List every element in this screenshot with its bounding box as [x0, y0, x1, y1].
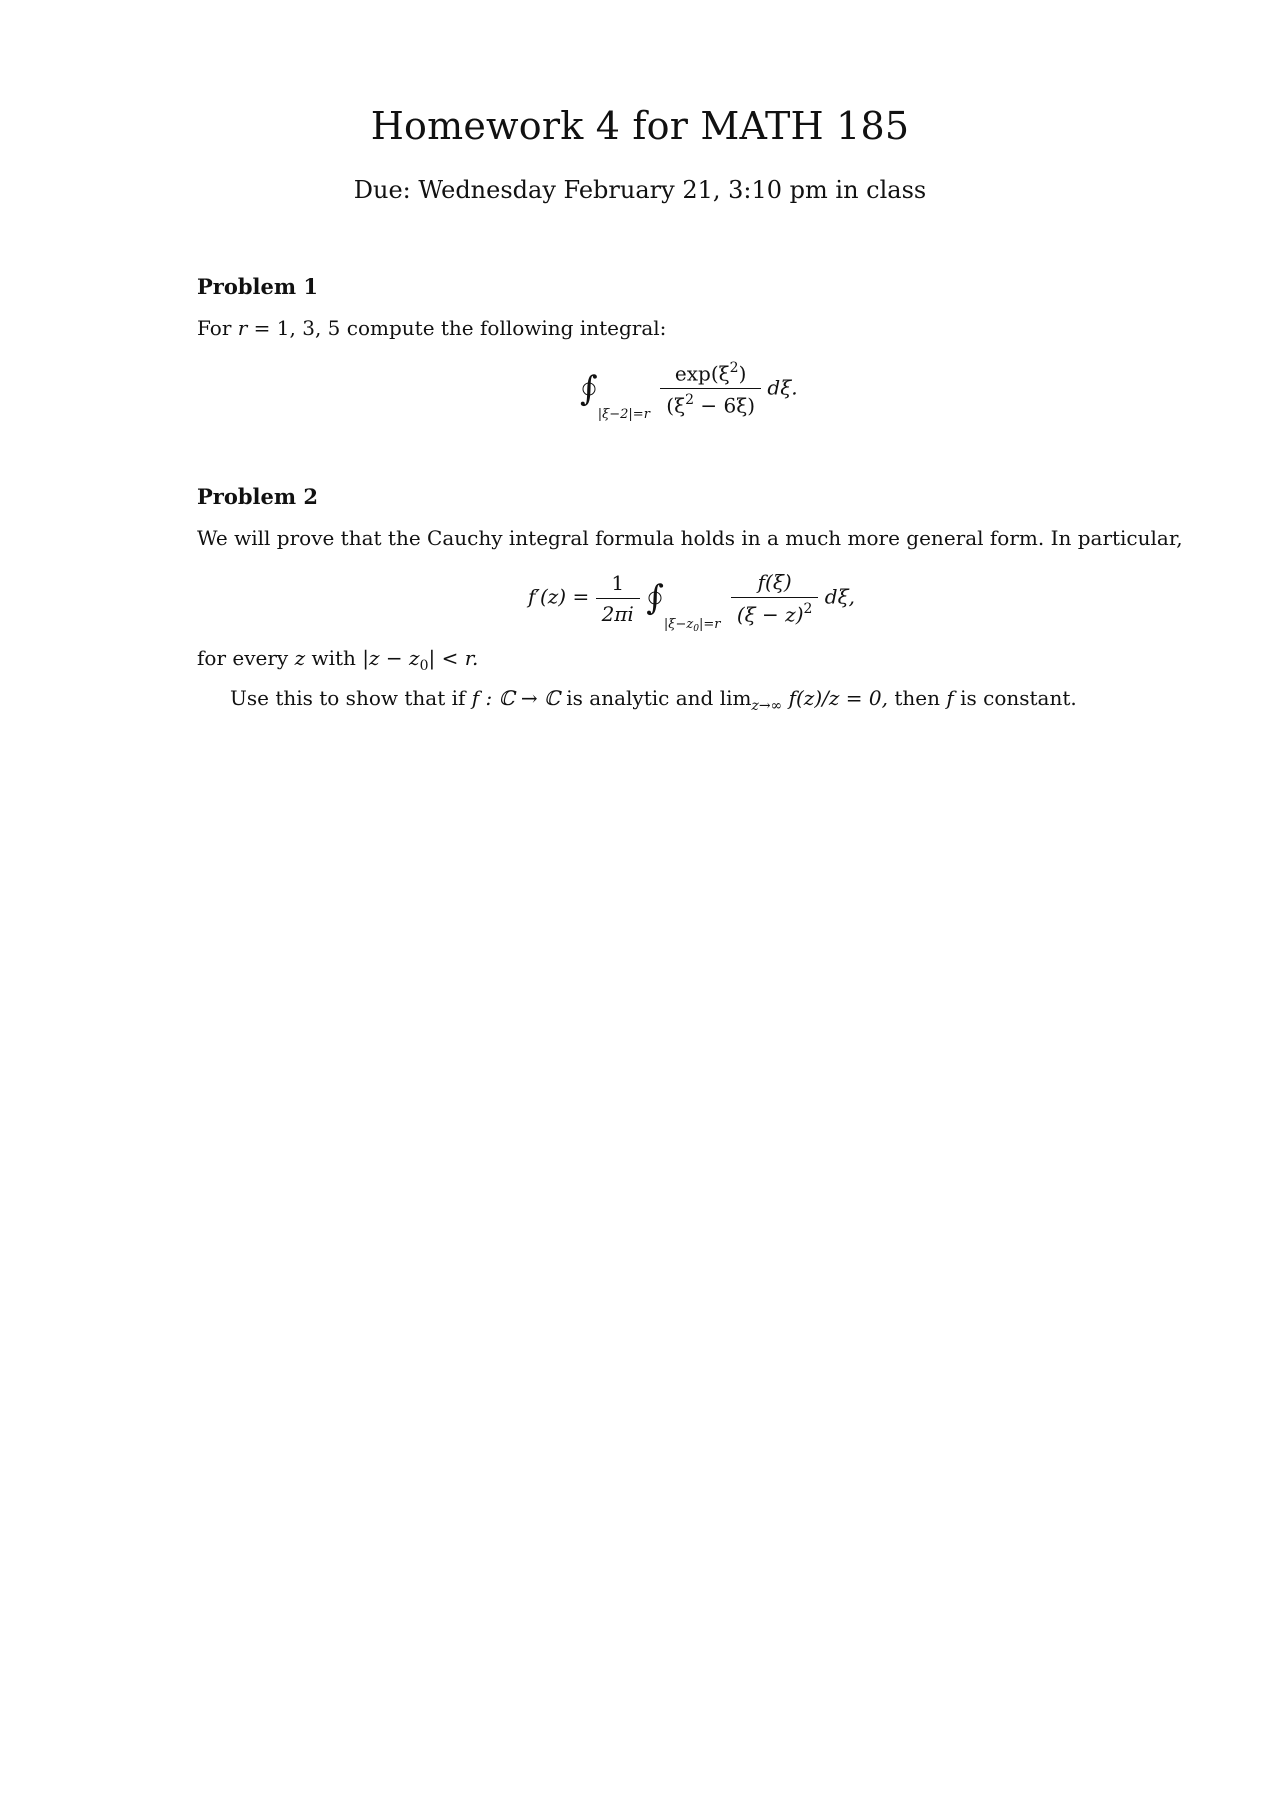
formula-coefficient: $\frac{1}{2\pi i}$: [596, 571, 640, 626]
formula-integrand: $\frac{f(\xi)}{(\xi - z)^2}$: [731, 570, 819, 626]
formula-contour: $|\xi-z_0|=r$: [663, 616, 721, 634]
integrand-denominator: (ξ: [666, 393, 686, 418]
formula-lhs: f′(z) =: [528, 584, 590, 609]
limit-expression: $\lim_{z\to\infty} f(z)/z = 0$,: [719, 686, 888, 714]
integrand-numerator: exp(ξ: [674, 361, 730, 386]
contour-integral-symbol: ∫: [580, 368, 598, 409]
problem-1-integral: [580, 360, 798, 422]
problem-1-heading: Problem 1: [197, 274, 319, 299]
problem-1-intro-text: compute the following integral:: [346, 316, 667, 340]
r-values: 1, 3, 5: [276, 316, 341, 340]
integral-differential: dξ.: [767, 375, 798, 400]
problem-2-intro: We will prove that the Cauchy integral formula holds in a much more general form. In particular,: [197, 526, 1183, 550]
integral-contour: |ξ−2|=r: [597, 407, 650, 423]
problem-2-task: Use this to show that if f : ℂ → ℂ is analytic and $\lim_{z\to\infty} f(z)/z = 0$, then f is constant.: [230, 686, 1077, 714]
map-notation: f : ℂ → ℂ: [471, 686, 560, 710]
problem-1-intro: For r = 1, 3, 5 compute the following integral:: [197, 316, 667, 340]
due-date: Due: Wednesday February 21, 3:10 pm in class: [353, 176, 927, 204]
formula-differential: dξ,: [824, 584, 855, 609]
contour-integral-symbol: ∫: [646, 578, 664, 619]
cauchy-formula: [528, 570, 855, 634]
integrand-fraction: $\frac{\exp(\xi^2)}{(\xi^2 - 6\xi)}$: [660, 360, 761, 418]
document-title: Homework 4 for MATH 185: [370, 104, 910, 148]
problem-2-condition: for every z with $|z - z_0| < r$.: [197, 646, 479, 674]
problem-2-heading: Problem 2: [197, 484, 319, 509]
